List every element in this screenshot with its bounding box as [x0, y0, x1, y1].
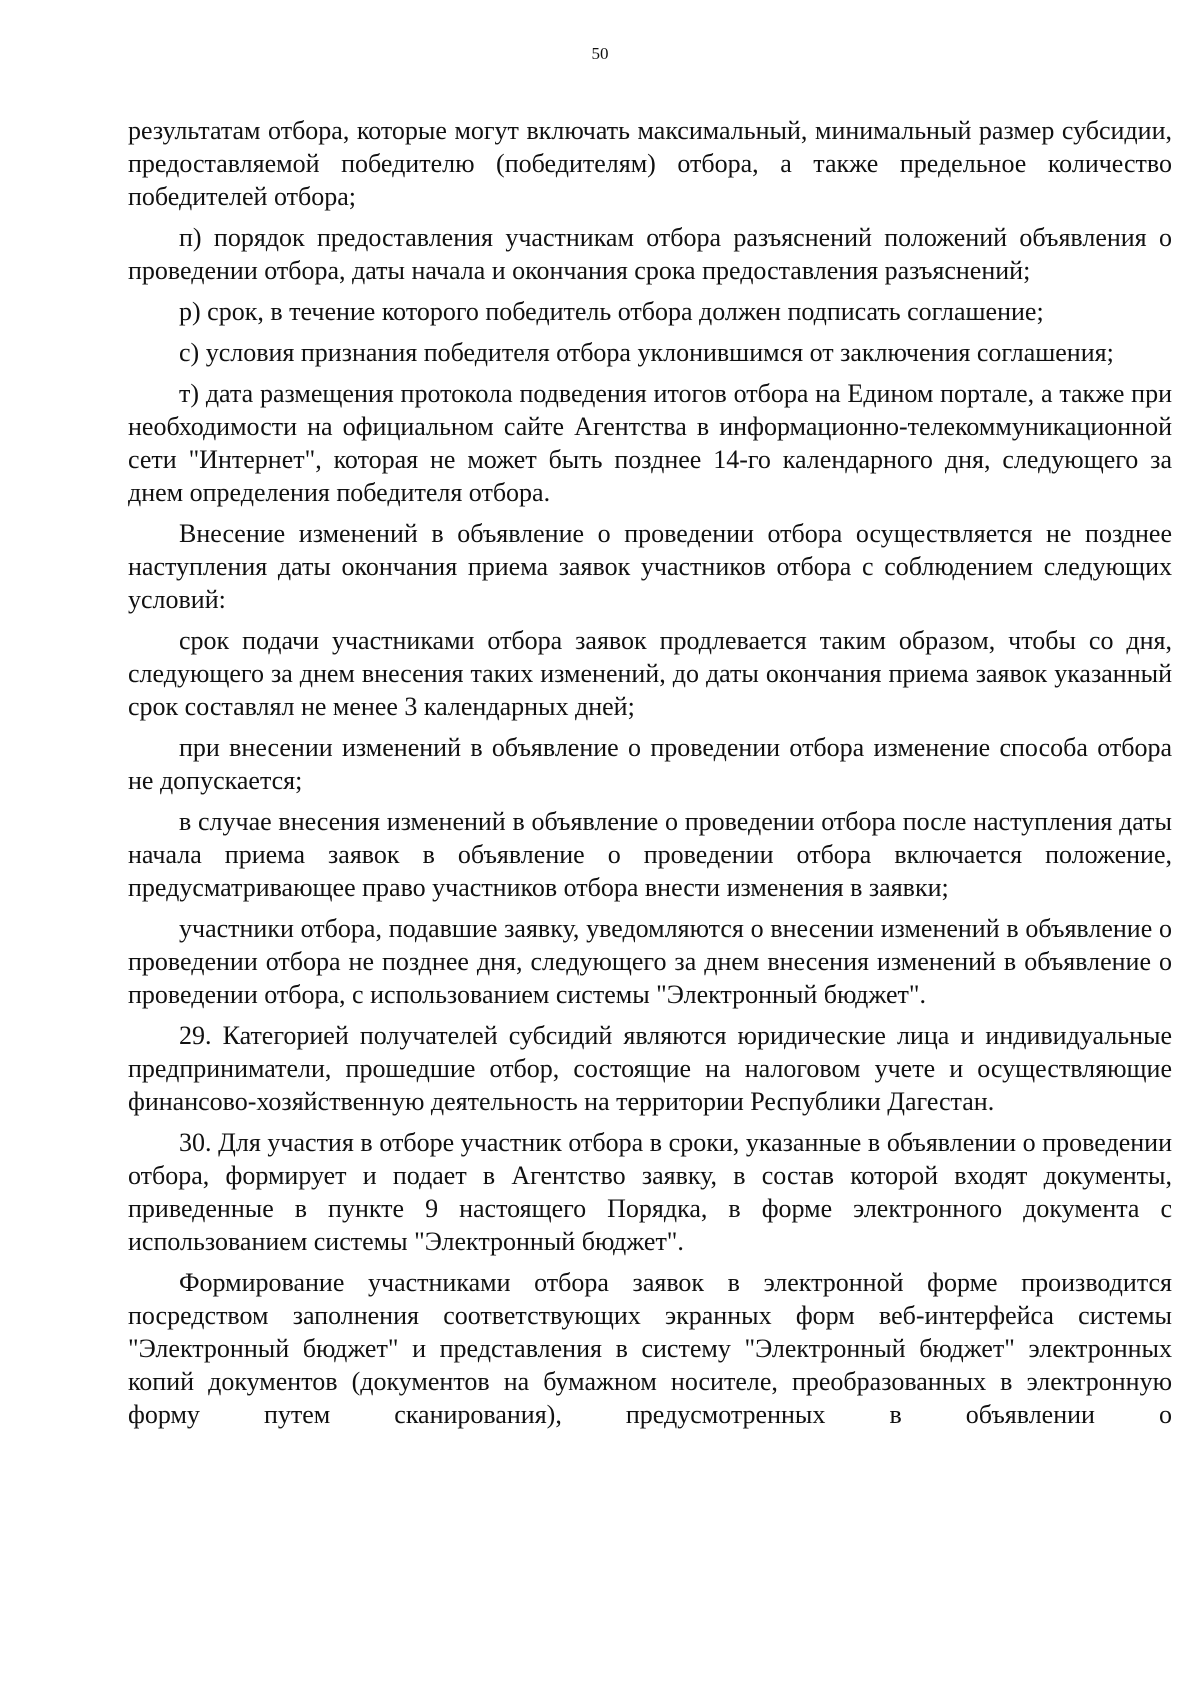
page-number: 50: [591, 44, 609, 63]
document-body: [128, 114, 1172, 1431]
paragraph-condition-method: при внесении изменений в объявление о проведении отбора изменение способа отбора не допускается;: [128, 733, 1172, 795]
paragraph-item-29: 29. Категорией получателей субсидий являются юридические лица и индивидуальные предприниматели, прошедшие отбор, состоящие на налоговом учете и осуществляющие финансово-хозяйственную деятельность на территории Республики Дагестан.: [128, 1021, 1172, 1116]
paragraph-item-p: п) порядок предоставления участникам отбора разъяснений положений объявления о проведении отбора, даты начала и окончания срока предоставления разъяснений;: [128, 223, 1172, 285]
paragraph-continuation: результатам отбора, которые могут включать максимальный, минимальный размер субсидии, предоставляемой победителю (победителям) отбора, а также предельное количество победителей отбора;: [128, 116, 1172, 211]
paragraph-item-t: т) дата размещения протокола подведения итогов отбора на Едином портале, а также при необходимости на официальном сайте Агентства в информационно-телекоммуникационной сети "Интернет", которая не может быть позднее 14-го календарного дня, следующего за днем определения победителя отбора.: [128, 379, 1172, 507]
paragraph-condition-notification: участники отбора, подавшие заявку, уведомляются о внесении изменений в объявление о проведении отбора не позднее дня, следующего за днем внесения изменений в объявление о проведении отбора, с использованием системы "Электронный бюджет".: [128, 914, 1172, 1009]
paragraph-forming-applications: Формирование участниками отбора заявок в электронной форме производится посредством заполнения соответствующих экранных форм веб-интерфейса системы "Электронный бюджет" и представления в систему "Электронный бюджет" электронных копий документов (документов на бумажном носителе, преобразованных в электронную форму путем сканирования), предусмотренных в объявлении о: [128, 1268, 1172, 1429]
paragraph-item-30: 30. Для участия в отборе участник отбора в сроки, указанные в объявлении о проведении отбора, формирует и подает в Агентство заявку, в состав которой входят документы, приведенные в пункте 9 настоящего Порядка, в форме электронного документа с использованием системы "Электронный бюджет".: [128, 1128, 1172, 1256]
paragraph-item-r: р) срок, в течение которого победитель отбора должен подписать соглашение;: [179, 297, 1044, 326]
paragraph-item-s: с) условия признания победителя отбора уклонившимся от заключения соглашения;: [179, 338, 1114, 367]
paragraph-amendments: Внесение изменений в объявление о проведении отбора осуществляется не позднее наступления даты окончания приема заявок участников отбора с соблюдением следующих условий:: [128, 519, 1172, 614]
paragraph-condition-deadline: срок подачи участниками отбора заявок продлевается таким образом, чтобы со дня, следующего за днем внесения таких изменений, до даты окончания приема заявок указанный срок составлял не менее 3 календарных дней;: [128, 626, 1172, 721]
paragraph-condition-changes: в случае внесения изменений в объявление о проведении отбора после наступления даты начала приема заявок в объявление о проведении отбора включается положение, предусматривающее право участников отбора внести изменения в заявки;: [128, 807, 1172, 902]
